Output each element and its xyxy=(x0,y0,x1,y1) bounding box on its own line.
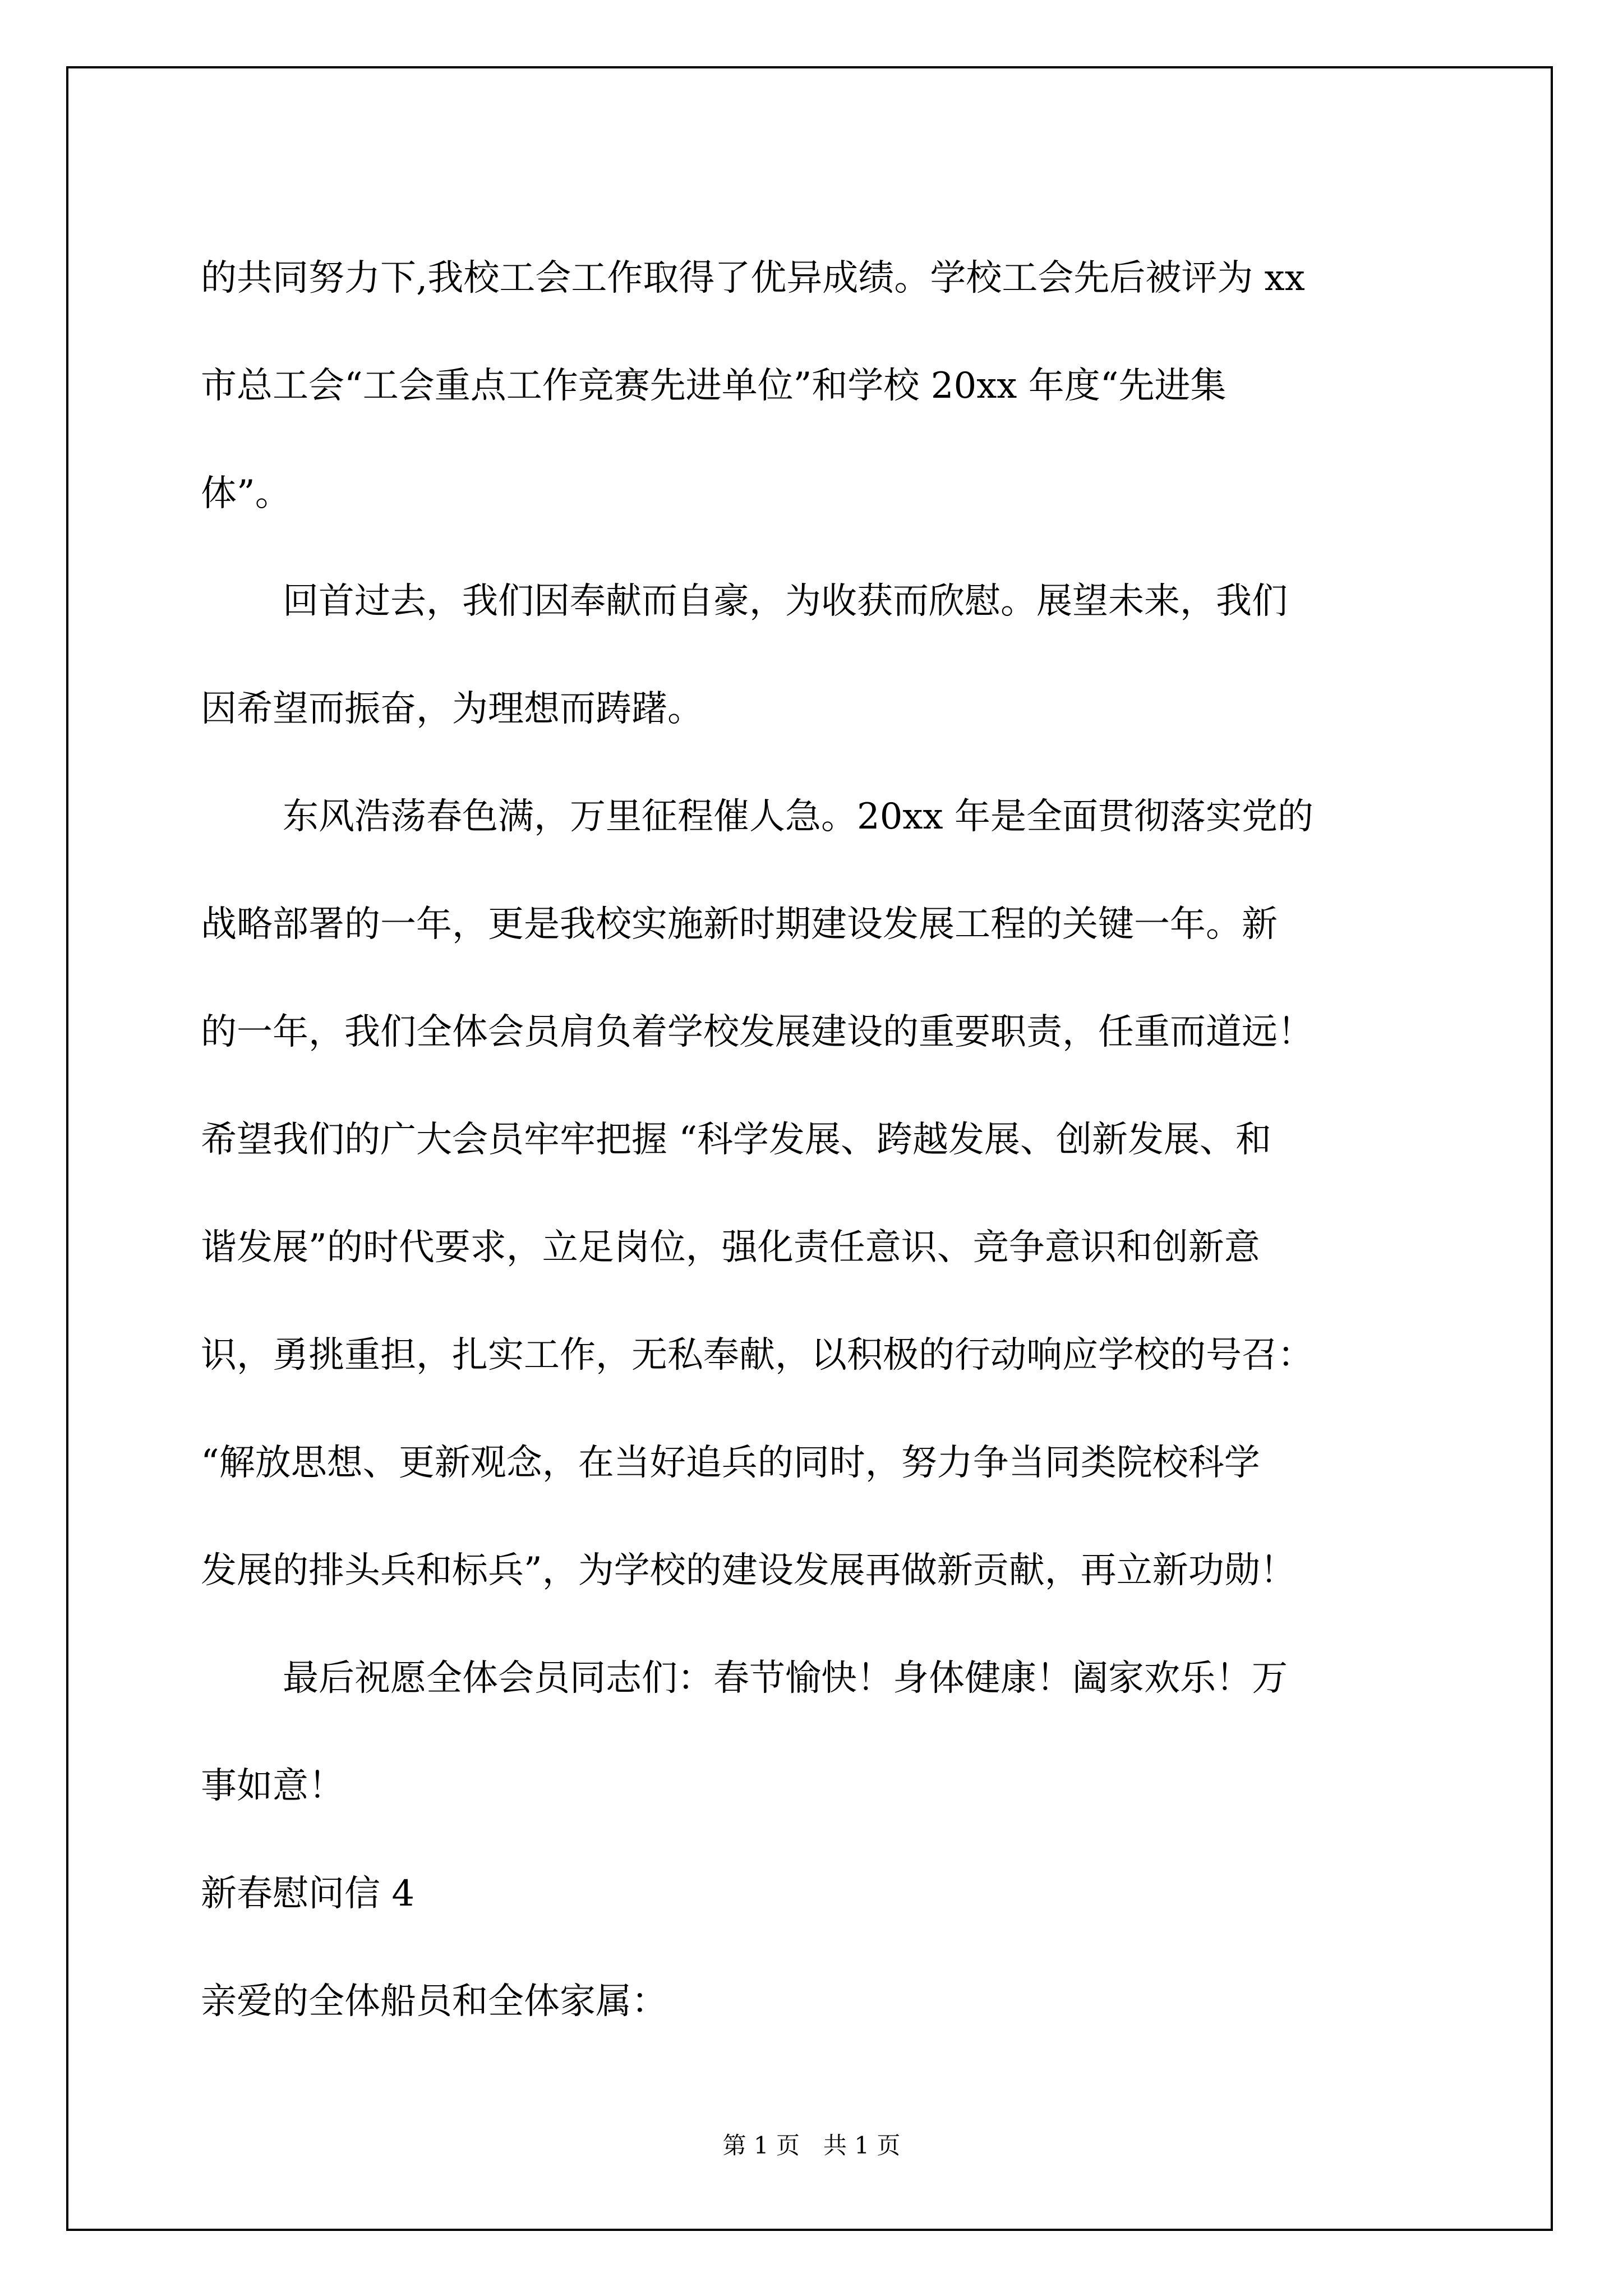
section-heading: 新春慰问信 4 xyxy=(201,1873,415,1915)
paragraph-line: 发展的排头兵和标兵”，为学校的建设发展再做新贡献，再立新功勋！ xyxy=(201,1550,1296,1591)
paragraph-line: 的一年，我们全体会员肩负着学校发展建设的重要职责，任重而道远！ xyxy=(201,1011,1313,1053)
salutation: 亲爱的全体船员和全体家属： xyxy=(201,1981,667,2022)
paragraph-line: 事如意！ xyxy=(201,1765,344,1807)
page-number: 第 1 页 共 1 页 xyxy=(722,2132,901,2159)
paragraph-line: 谐发展”的时代要求，立足岗位，强化责任意识、竞争意识和创新意 xyxy=(201,1227,1260,1268)
paragraph-line: 东风浩荡春色满，万里征程催人急。20xx 年是全面贯彻落实党的 xyxy=(283,796,1313,838)
paragraph-line: 回首过去，我们因奉献而自豪，为收获而欣慰。展望未来，我们 xyxy=(283,581,1288,622)
paragraph-line: 体”。 xyxy=(201,473,291,514)
paragraph-line: 识，勇挑重担，扎实工作，无私奉献，以积极的行动响应学校的号召： xyxy=(201,1335,1313,1376)
paragraph-line: 战略部署的一年，更是我校实施新时期建设发展工程的关键一年。新 xyxy=(201,904,1278,945)
document-body xyxy=(201,224,1435,2055)
paragraph-line: 最后祝愿全体会员同志们：春节愉快！身体健康！阖家欢乐！万 xyxy=(283,1658,1288,1699)
paragraph-line: 希望我们的广大会员牢牢把握 “科学发展、跨越发展、创新发展、和 xyxy=(201,1119,1272,1161)
paragraph-line: 因希望而振奋，为理想而踌躇。 xyxy=(201,688,703,730)
paragraph-line: “解放思想、更新观念，在当好追兵的同时，努力争当同类院校科学 xyxy=(201,1442,1260,1484)
paragraph-line: 市总工会“工会重点工作竞赛先进单位”和学校 20xx 年度“先进集 xyxy=(201,365,1227,407)
page-footer xyxy=(0,2129,1623,2162)
paragraph-line: 的共同努力下,我校工会工作取得了优异成绩。学校工会先后被评为 xx xyxy=(201,257,1305,299)
